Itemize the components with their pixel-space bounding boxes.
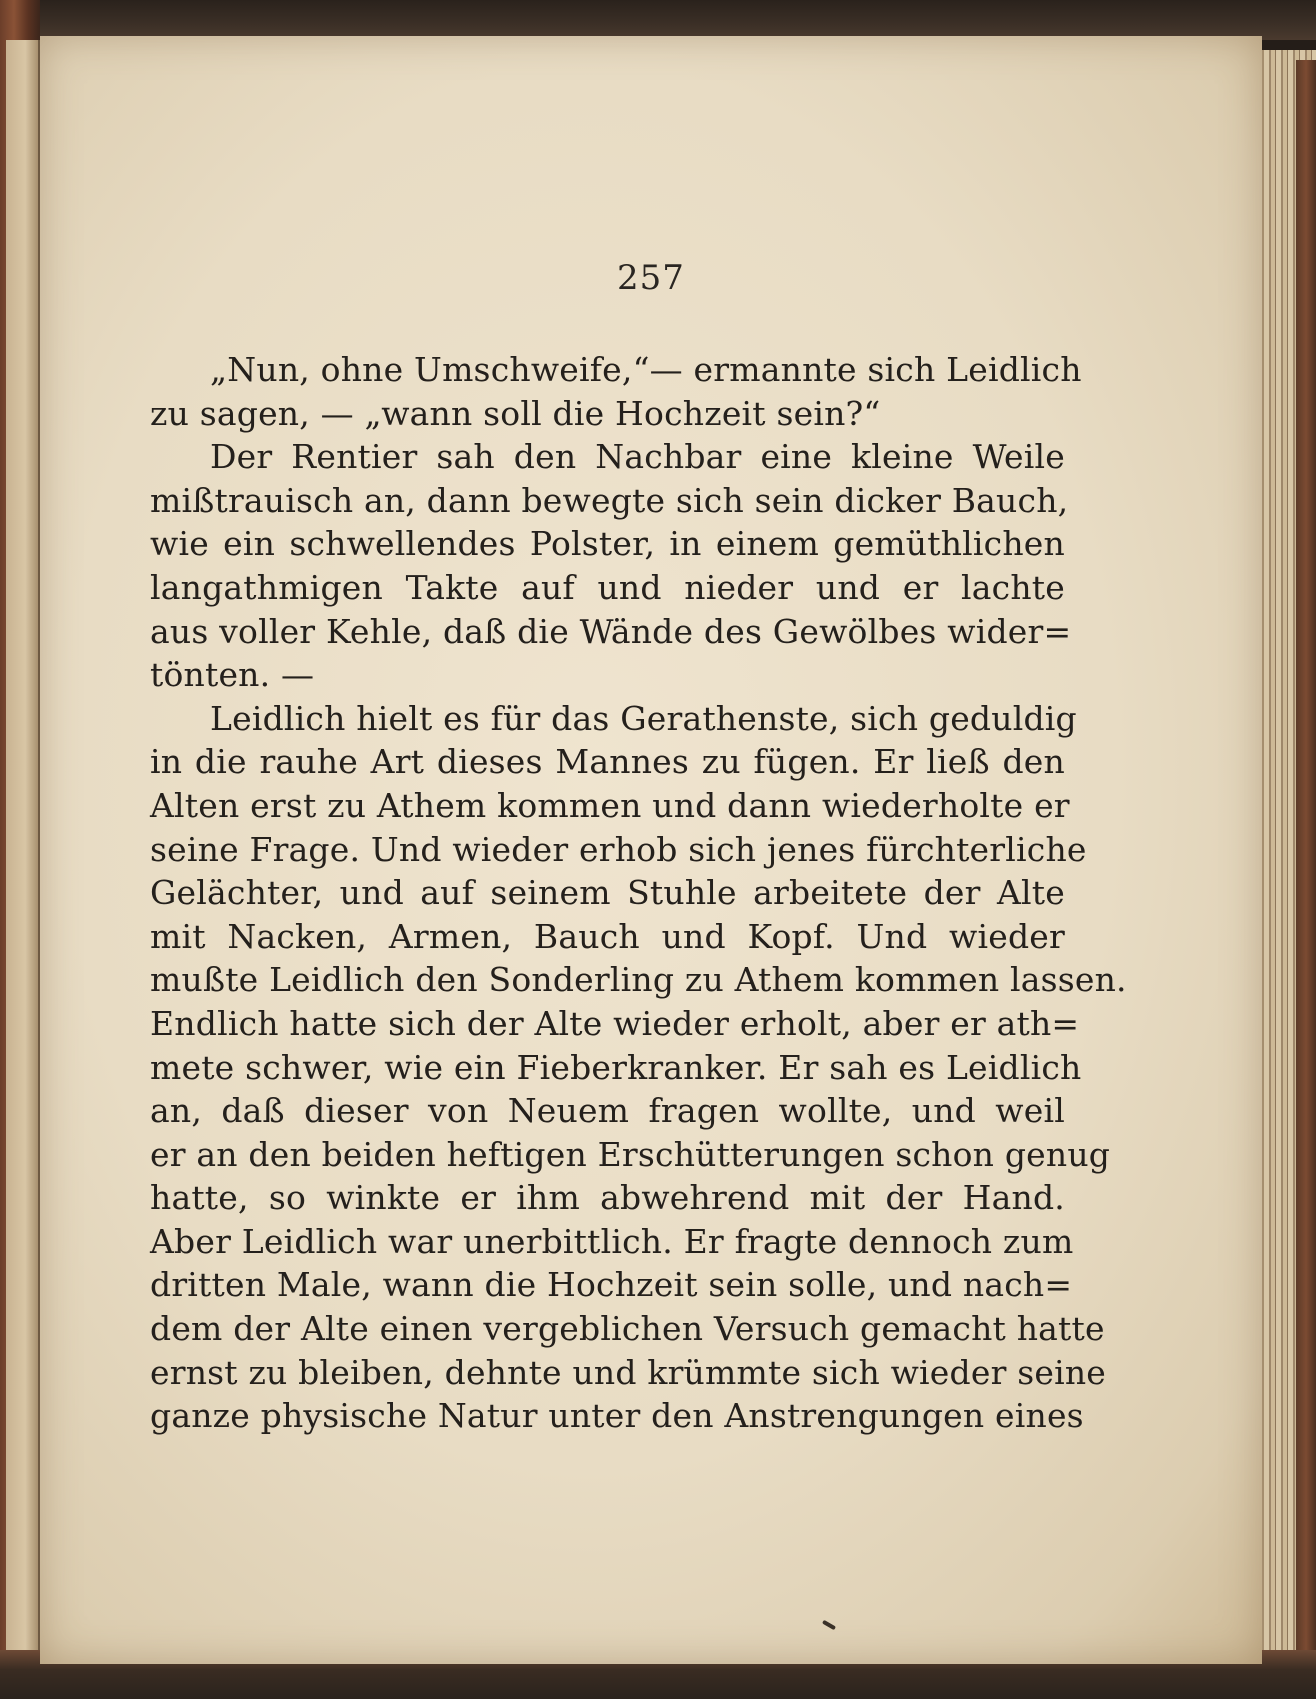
text-line: Alten erst zu Athem kommen und dann wiederholte er: [150, 785, 1070, 825]
text-line: „Nun, ohne Umschweife,“— ermannte sich Leidlich: [210, 350, 1082, 389]
text-line: mit Nacken, Armen, Bauch und Kopf. Und wieder: [150, 916, 1065, 956]
cover-top-edge: [0, 0, 1316, 40]
text-line: mußte Leidlich den Sonderling zu Athem kommen lassen.: [150, 960, 1127, 1000]
text-line: zu sagen, — „wann soll die Hochzeit sein?“: [150, 393, 881, 433]
text-line: Endlich hatte sich der Alte wieder erholt, aber er ath=: [150, 1003, 1080, 1043]
back-cover-edge: [1296, 60, 1316, 1650]
page-number: 257: [617, 258, 685, 298]
text-line: an, daß dieser von Neuem fragen wollte, und weil: [150, 1091, 1065, 1131]
text-line: er an den beiden heftigen Erschütterungen schon genug: [150, 1134, 1111, 1174]
body-text: [150, 348, 1127, 1438]
text-line: dritten Male, wann die Hochzeit sein solle, und nach=: [150, 1265, 1073, 1305]
facing-page-edge: [6, 40, 40, 1650]
text-line: Gelächter, und auf seinem Stuhle arbeitete der Alte: [150, 873, 1065, 913]
text-line: Leidlich hielt es für das Gerathenste, sich geduldig: [210, 698, 1077, 738]
text-line: Aber Leidlich war unerbittlich. Er fragte dennoch zum: [150, 1221, 1074, 1261]
text-line: seine Frage. Und wieder erhob sich jenes fürchterliche: [150, 829, 1087, 869]
text-line: aus voller Kehle, daß die Wände des Gewölbes wider=: [150, 611, 1072, 651]
text-line: hatte, so winkte er ihm abwehrend mit der Hand.: [150, 1178, 1065, 1218]
text-line: dem der Alte einen vergeblichen Versuch gemacht hatte: [150, 1309, 1105, 1349]
book-page: [40, 36, 1262, 1664]
text-line: ernst zu bleiben, dehnte und krümmte sich wieder seine: [150, 1352, 1107, 1392]
text-line: mete schwer, wie ein Fieberkranker. Er sah es Leidlich: [150, 1047, 1082, 1087]
text-line: tönten. —: [150, 655, 315, 695]
text-line: in die rauhe Art dieses Mannes zu fügen. Er ließ den: [150, 742, 1065, 782]
text-line: wie ein schwellendes Polster, in einem gemüthlichen: [150, 524, 1065, 564]
text-line: Der Rentier sah den Nachbar eine kleine Weile: [210, 437, 1065, 477]
text-line: ganze physische Natur unter den Anstrengungen eines: [150, 1396, 1084, 1436]
text-line: langathmigen Takte auf und nieder und er lachte: [150, 567, 1065, 607]
text-line: mißtrauisch an, dann bewegte sich sein dicker Bauch,: [150, 480, 1069, 520]
